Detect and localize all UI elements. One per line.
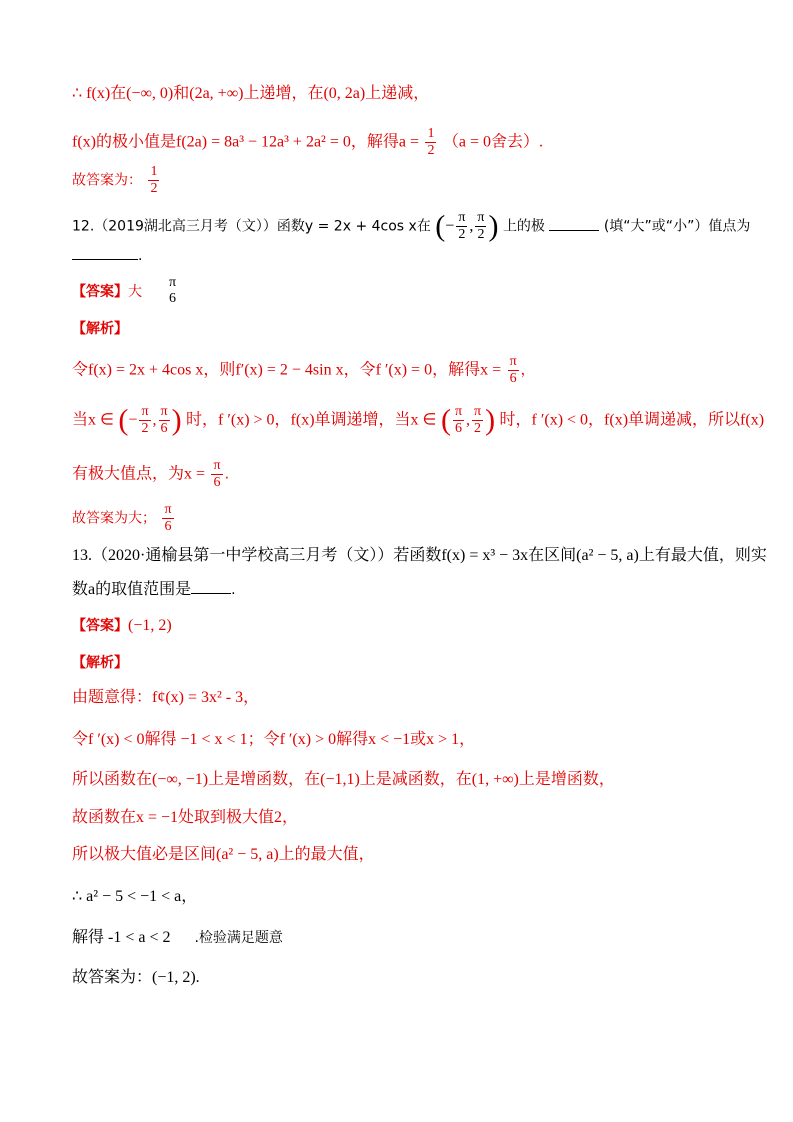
answer-fraction: $\frac{1}{2}$	[150, 164, 158, 196]
answer-blank	[549, 230, 599, 231]
answer-blank-13	[191, 593, 231, 594]
question-12: 12.（2019湖北高三月考（文））函数y = 2x + 4cos x在 (− $\frac{\pi}{2}$ , $\frac{\pi}{2}$ ) 上的极 (填“大”或“小”）值点为	[72, 209, 751, 243]
analysis-12-tag: 【解析】	[72, 321, 128, 337]
analysis-13-line6: ∴ a² − 5 < −1 < a，	[72, 888, 198, 905]
line-local-min	[72, 126, 543, 159]
analysis-13-line7: 解得 -1 < a < 2 .检验满足题意	[72, 929, 283, 946]
line-monotonic-intervals	[72, 84, 429, 104]
analysis-12-line4: 故答案为大； $\frac{\pi}{6}$	[72, 502, 172, 534]
question-13-line2: 数a的取值范围是 .	[72, 581, 236, 598]
question-12-tail: (填“大”或“小”）值点为	[603, 218, 751, 235]
question-13	[72, 546, 767, 566]
answer-13-value: (−1, 2)	[128, 617, 172, 634]
fraction-half: $\frac{1}{2}$	[427, 126, 435, 158]
analysis-12-line3: 有极大值点，为x = $\frac{\pi}{6}$ .	[72, 458, 230, 490]
analysis-13-line5: 所以极大值必是区间(a² − 5, a)上的最大值，	[72, 846, 375, 863]
analysis-13-line2: 令f ′(x) < 0解得 −1 < x < 1；令f ′(x) > 0解得x < −1或x > 1，	[72, 731, 476, 748]
question-12-mid: 上的极	[502, 218, 545, 235]
question-12-stem: 12.（2019湖北高三月考（文））函数y = 2x + 4cos x在	[72, 218, 431, 235]
analysis-13-line1: 由题意得：f¢(x) = 3x² - 3，	[72, 689, 260, 706]
question-13-stem: 13.（2020·通榆县第一中学校高三月考（文））若函数f(x) = x³ − 3x在区间(a² − 5, a)上有最大值，则实	[72, 547, 767, 564]
answer-blank-2	[72, 259, 138, 260]
answer-12-value: 大	[128, 284, 142, 300]
local-min-text: f(x)的极小值是f(2a) = 8a³ − 12a³ + 2a² = 0，解得a =	[72, 133, 419, 151]
question-12-blank-line: .	[72, 246, 142, 266]
answer-12-pi-over-6: π 6	[169, 275, 177, 306]
answer-12	[72, 282, 142, 302]
line-answer-11	[72, 164, 161, 197]
answer-tag: 【答案】	[72, 618, 128, 634]
answer-13	[72, 616, 172, 636]
analysis-12-line2: 当x ∈ (− $\frac{\pi}{2}$ , $\frac{\pi}{6}$ ) 时，f ′(x) > 0，f(x)单调递增，当x ∈ ( $\frac{\pi}{6}$ , $\frac{\pi}{2}$ ) 时，f ′(x) < 0，f(x)单调递减，所以f(x)	[72, 403, 765, 437]
discard-note: （a = 0舍去）.	[442, 133, 544, 151]
answer-tag: 【答案】	[72, 284, 128, 300]
analysis-13-line3: 所以函数在(−∞, −1)上是增函数，在(−1,1)上是减函数，在(1, +∞)上是增函数，	[72, 771, 615, 788]
analysis-13-line8: 故答案为：(−1, 2).	[72, 969, 200, 986]
answer-label: 故答案为：	[72, 172, 142, 189]
analysis-12-line1: 令f(x) = 2x + 4cos x，则f′(x) = 2 − 4sin x，令f ′(x) = 0，解得x = $\frac{\pi}{6}$ ，	[72, 354, 535, 386]
analysis-13-tag: 【解析】	[72, 655, 128, 671]
monotonic-text: ∴ f(x)在(−∞, 0)和(2a, +∞)上递增，在(0, 2a)上递减，	[72, 85, 430, 102]
analysis-13-line4: 故函数在x = −1处取到极大值2，	[72, 809, 299, 826]
